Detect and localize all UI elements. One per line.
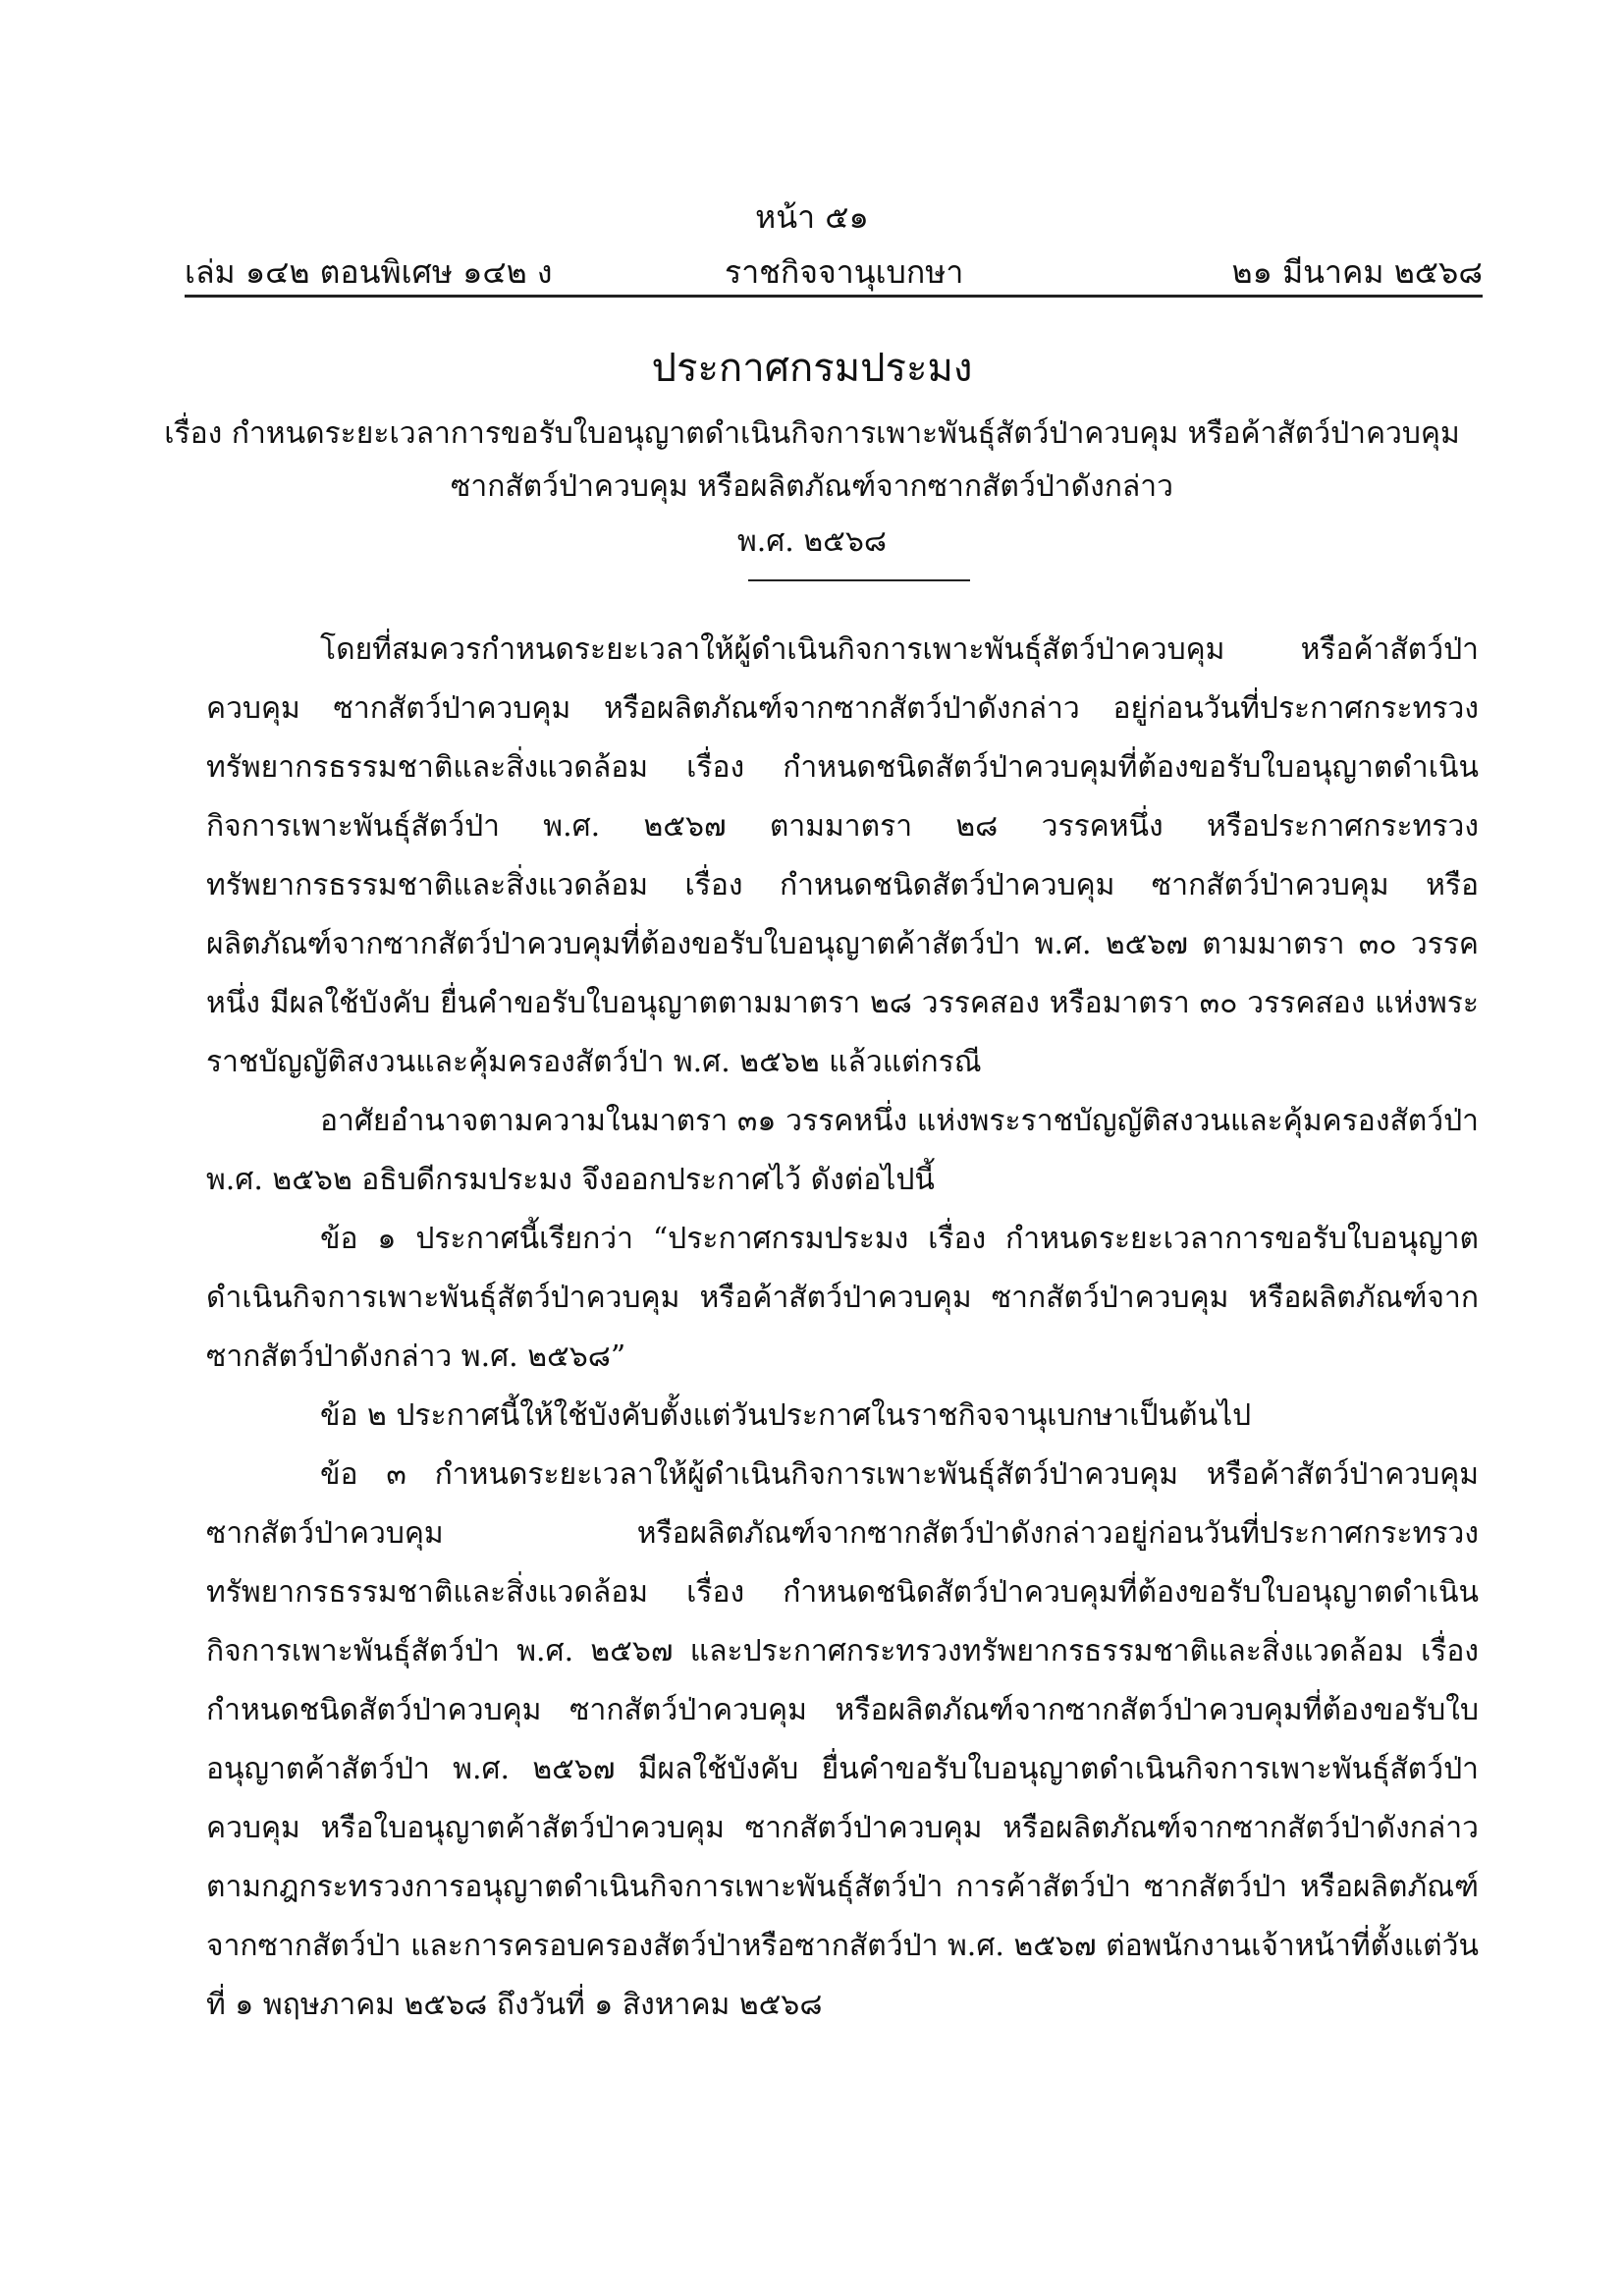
page-number: หน้า ๕๑ — [755, 198, 869, 236]
publication-date: ๒๑ มีนาคม ๒๕๖๘ — [1231, 253, 1483, 291]
subject-line-1: เรื่อง กำหนดระยะเวลาการขอรับใบอนุญาตดำเนินกิจการเพาะพันธุ์สัตว์ป่าควบคุม หรือค้าสัตว์ป่าควบคุม — [164, 416, 1460, 451]
header-divider — [185, 295, 1483, 298]
gazette-header — [185, 247, 1483, 291]
clause-1: ข้อ ๑ ประกาศนี้เรียกว่า “ประกาศกรมประมง เรื่อง กำหนดระยะเวลาการขอรับใบอนุญาตดำเนินกิจการเพาะพันธุ์สัตว์ป่าควบคุม หรือค้าสัตว์ป่าควบคุม ซากสัตว์ป่าควบคุม หรือผลิตภัณฑ์จากซากสัตว์ป่าดังกล่าว พ.ศ. ๒๕๖๘” — [206, 1222, 1479, 1374]
preamble-paragraph: โดยที่สมควรกำหนดระยะเวลาให้ผู้ดำเนินกิจการเพาะพันธุ์สัตว์ป่าควบคุม หรือค้าสัตว์ป่าควบคุม ซากสัตว์ป่าควบคุม หรือผลิตภัณฑ์จากซากสัตว์ป่าดังกล่าว อยู่ก่อนวันที่ประกาศกระทรวงทรัพยากรธรรมชาติและสิ่งแวดล้อม เรื่อง กำหนดชนิดสัตว์ป่าควบคุมที่ต้องขอรับใบอนุญาตดำเนินกิจการเพาะพันธุ์สัตว์ป่า พ.ศ. ๒๕๖๗ ตามมาตรา ๒๘ วรรคหนึ่ง หรือประกาศกระทรวงทรัพยากรธรรมชาติและสิ่งแวดล้อม เรื่อง กำหนดชนิดสัตว์ป่าควบคุม ซากสัตว์ป่าควบคุม หรือผลิตภัณฑ์จากซากสัตว์ป่าควบคุมที่ต้องขอรับใบอนุญาตค้าสัตว์ป่า พ.ศ. ๒๕๖๗ ตามมาตรา ๓๐ วรรคหนึ่ง มีผลใช้บังคับ ยื่นคำขอรับใบอนุญาตตามมาตรา ๒๘ วรรคสอง หรือมาตรา ๓๐ วรรคสอง แห่งพระราชบัญญัติสงวนและคุ้มครองสัตว์ป่า พ.ศ. ๒๕๖๒ แล้วแต่กรณี — [206, 632, 1479, 1079]
authority-paragraph: อาศัยอำนาจตามความในมาตรา ๓๑ วรรคหนึ่ง แห่งพระราชบัญญัติสงวนและคุ้มครองสัตว์ป่า พ.ศ. ๒๕๖๒ อธิบดีกรมประมง จึงออกประกาศไว้ ดังต่อไปนี้ — [206, 1104, 1479, 1197]
gazette-name: ราชกิจจานุเบกษา — [725, 253, 964, 291]
title-divider — [748, 579, 970, 581]
clause-3: ข้อ ๓ กำหนดระยะเวลาให้ผู้ดำเนินกิจการเพาะพันธุ์สัตว์ป่าควบคุม หรือค้าสัตว์ป่าควบคุม ซากสัตว์ป่าควบคุม หรือผลิตภัณฑ์จากซากสัตว์ป่าดังกล่าวอยู่ก่อนวันที่ประกาศกระทรวงทรัพยากรธรรมชาติและสิ่งแวดล้อม เรื่อง กำหนดชนิดสัตว์ป่าควบคุมที่ต้องขอรับใบอนุญาตดำเนินกิจการเพาะพันธุ์สัตว์ป่า พ.ศ. ๒๕๖๗ และประกาศกระทรวงทรัพยากรธรรมชาติและสิ่งแวดล้อม เรื่อง กำหนดชนิดสัตว์ป่าควบคุม ซากสัตว์ป่าควบคุม หรือผลิตภัณฑ์จากซากสัตว์ป่าควบคุมที่ต้องขอรับใบอนุญาตค้าสัตว์ป่า พ.ศ. ๒๕๖๗ มีผลใช้บังคับ ยื่นคำขอรับใบอนุญาตดำเนินกิจการเพาะพันธุ์สัตว์ป่าควบคุม หรือใบอนุญาตค้าสัตว์ป่าควบคุม ซากสัตว์ป่าควบคุม หรือผลิตภัณฑ์จากซากสัตว์ป่าดังกล่าว ตามกฎกระทรวงการอนุญาตดำเนินกิจการเพาะพันธุ์สัตว์ป่า การค้าสัตว์ป่า ซากสัตว์ป่า หรือผลิตภัณฑ์จากซากสัตว์ป่า และการครอบครองสัตว์ป่าหรือซากสัตว์ป่า พ.ศ. ๒๕๖๗ ต่อพนักงานเจ้าหน้าที่ตั้งแต่วันที่ ๑ พฤษภาคม ๒๕๖๘ ถึงวันที่ ๑ สิงหาคม ๒๕๖๘ — [206, 1457, 1479, 2022]
volume-issue: เล่ม ๑๔๒ ตอนพิเศษ ๑๔๒ ง — [185, 253, 553, 291]
document-title: ประกาศกรมประมง — [651, 346, 973, 391]
clause-2: ข้อ ๒ ประกาศนี้ให้ใช้บังคับตั้งแต่วันประกาศในราชกิจจานุเบกษาเป็นต้นไป — [320, 1398, 1252, 1433]
document-body — [206, 621, 1479, 2035]
announcement-year: พ.ศ. ๒๕๖๘ — [736, 524, 888, 559]
subject-line-2: ซากสัตว์ป่าควบคุม หรือผลิตภัณฑ์จากซากสัตว์ป่าดังกล่าว — [451, 469, 1173, 504]
